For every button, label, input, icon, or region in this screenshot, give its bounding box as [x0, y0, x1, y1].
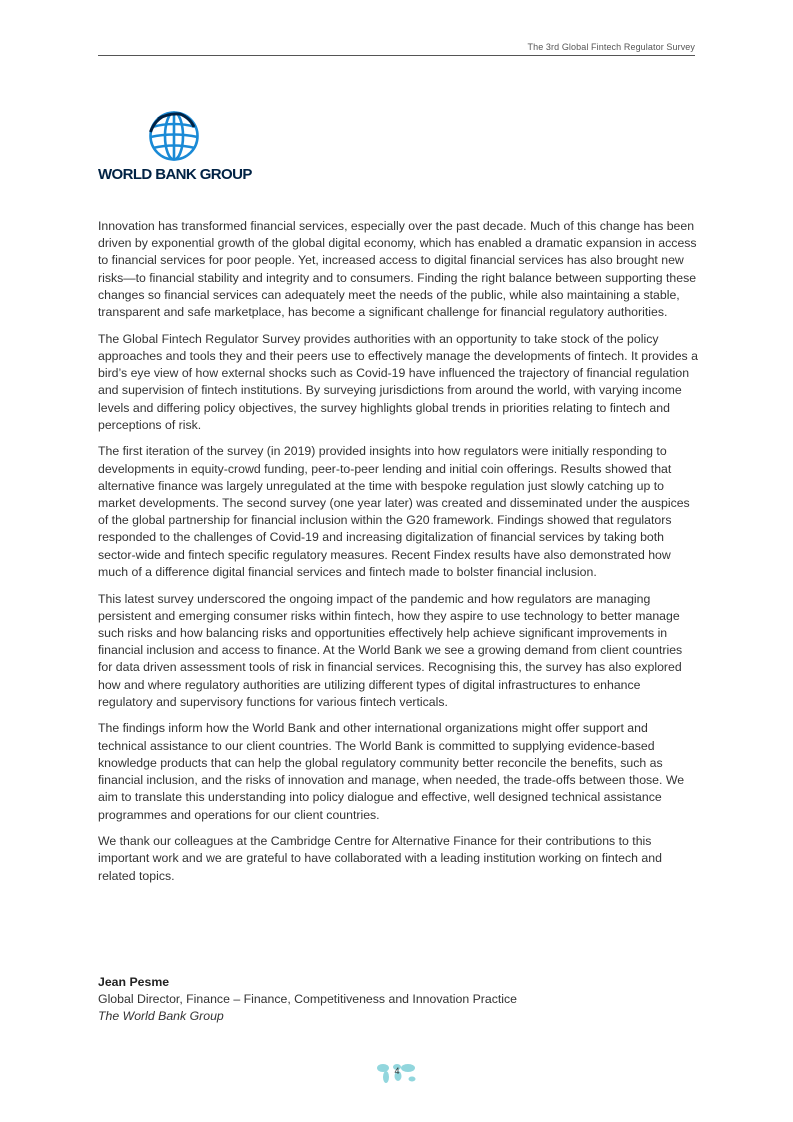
signature-block [98, 974, 698, 1025]
logo-wordmark: WORLD BANK GROUP [98, 166, 252, 183]
world-bank-logo [98, 110, 258, 184]
signatory-name: Jean Pesme [98, 975, 170, 989]
page-footer [375, 1060, 419, 1086]
paragraph: The findings inform how the World Bank and other international organizations might offer support and technical assistance to our client countries. The World Bank is committed to supplying evidence-based knowledge products that can help the global regulatory community better reconcile the benefits, such as financial inclusion, and the risks of innovation and manage, when needed, the trade-offs between those. We aim to translate this understanding into policy dialogue and effective, well designed technical assistance programmes and operations for our client countries. [98, 721, 685, 822]
paragraph: Innovation has transformed financial services, especially over the past decade. Much of this change has been driven by exponential growth of the global digital economy, which has enabled a dramatic expansion in access to financial services for poor people. Yet, increased access to digital financial services has also brought new risks—to financial stability and integrity and to consumers. Finding the right balance between supporting these changes so financial services can adequately meet the needs of the public, while also maintaining a stable, transparent and safe marketplace, has become a significant challenge for financial regulatory authorities. [98, 219, 697, 320]
paragraph: We thank our colleagues at the Cambridge Centre for Alternative Finance for their contributions to this important work and we are grateful to have collaborated with a leading institution working on fintech and related topics. [98, 834, 662, 883]
globe-icon [148, 110, 200, 162]
paragraph: This latest survey underscored the ongoing impact of the pandemic and how regulators are managing persistent and emerging consumer risks within fintech, how they aspire to use technology to better manage such risks and how balancing risks and opportunities effectively help achieve significant improvements in financial inclusion and access to finance. At the World Bank we see a growing demand from client countries for data driven assessment tools of risk in financial services. Recognising this, the survey has also explored how and where regulatory authorities are utilizing different types of digital infrastructures to enhance regulatory and supervisory functions for various fintech verticals. [98, 591, 683, 709]
signatory-organization: The World Bank Group [98, 1009, 224, 1023]
signatory-title: Global Director, Finance – Finance, Competitiveness and Innovation Practice [98, 992, 517, 1006]
page-number: 4 [394, 1066, 400, 1076]
paragraph: The Global Fintech Regulator Survey provides authorities with an opportunity to take stock of the policy approaches and tools they and their peers use to effectively manage the developments of fintech. It provides a bird’s eye view of how external shocks such as Covid-19 have influenced the trajectory of financial regulation and supervision of fintech institutions. By surveying jurisdictions from around the world, with varying income levels and differing policy objectives, the survey highlights global trends in priorities relating to fintech and perceptions of risk. [98, 331, 698, 432]
body-text [98, 218, 698, 894]
paragraph: The first iteration of the survey (in 2019) provided insights into how regulators were initially responding to developments in equity-crowd funding, peer-to-peer lending and initial coin offerings. Results showed that alternative finance was largely unregulated at the time with bespoke regulation just slowly catching up to market developments. The second survey (one year later) was created and disseminated under the auspices of the global partnership for financial inclusion within the G20 framework. Findings showed that regulators responded to the challenges of Covid-19 and increasing digitalization of financial services by taking both sector-wide and fintech specific regulatory measures. Recent Findex results have also demonstrated how much of a difference digital financial services and fintech made to bolster financial inclusion. [98, 444, 690, 579]
running-header: The 3rd Global Fintech Regulator Survey [527, 42, 695, 52]
header-divider [98, 55, 695, 56]
